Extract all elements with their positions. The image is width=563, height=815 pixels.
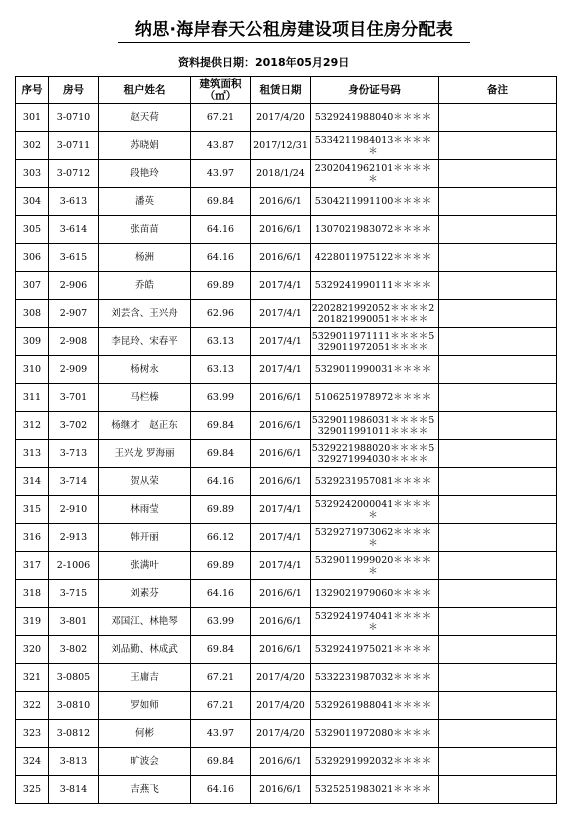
cell-no: 324: [16, 748, 49, 776]
cell-no: 316: [16, 524, 49, 552]
cell-no: 306: [16, 244, 49, 272]
table-row: [16, 104, 557, 132]
cell-tenant-name: 段艳玲: [99, 160, 191, 188]
cell-id-number: [311, 524, 439, 552]
table-row: [16, 608, 557, 636]
cell-tenant-name: 王兴龙 罗海丽: [99, 440, 191, 468]
cell-id-number: [311, 776, 439, 804]
cell-area: 69.84: [191, 636, 251, 664]
id-number-text: 5329241974041＊＊＊＊＊: [314, 610, 432, 633]
cell-remarks: [439, 272, 557, 300]
cell-no: 307: [16, 272, 49, 300]
cell-area: 69.89: [191, 552, 251, 580]
cell-area: 43.97: [191, 720, 251, 748]
cell-area: 64.16: [191, 580, 251, 608]
cell-area: 69.89: [191, 272, 251, 300]
cell-room: 3-814: [49, 776, 99, 804]
cell-remarks: [439, 636, 557, 664]
cell-no: 319: [16, 608, 49, 636]
cell-remarks: [439, 664, 557, 692]
cell-no: 304: [16, 188, 49, 216]
cell-remarks: [439, 132, 557, 160]
cell-lease-date: 2017/4/1: [251, 300, 311, 328]
table-row: [16, 720, 557, 748]
cell-no: 314: [16, 468, 49, 496]
cell-no: 315: [16, 496, 49, 524]
cell-room: 2-910: [49, 496, 99, 524]
cell-room: 3-715: [49, 580, 99, 608]
table-row: [16, 496, 557, 524]
cell-room: 3-813: [49, 748, 99, 776]
cell-no: 312: [16, 412, 49, 440]
cell-area: 69.84: [191, 188, 251, 216]
column-header-area: 建筑面积（㎡）: [191, 77, 251, 104]
column-header-room: 房号: [49, 77, 99, 104]
cell-id-number: [311, 132, 439, 160]
cell-no: 317: [16, 552, 49, 580]
cell-id-number: [311, 664, 439, 692]
cell-room: 3-613: [49, 188, 99, 216]
column-header-id-number: 身份证号码: [311, 77, 439, 104]
id-number-text: 5329241975021＊＊＊＊: [314, 644, 432, 655]
id-number-text: 5329241990111＊＊＊＊: [314, 280, 432, 291]
cell-area: 64.16: [191, 216, 251, 244]
table-row: [16, 384, 557, 412]
cell-id-number: [311, 216, 439, 244]
cell-room: 3-615: [49, 244, 99, 272]
cell-no: 310: [16, 356, 49, 384]
cell-id-number: [311, 720, 439, 748]
cell-area: 64.16: [191, 776, 251, 804]
table-row: [16, 524, 557, 552]
cell-area: 69.84: [191, 412, 251, 440]
cell-no: 311: [16, 384, 49, 412]
cell-remarks: [439, 468, 557, 496]
cell-room: 2-907: [49, 300, 99, 328]
cell-id-number: [311, 384, 439, 412]
cell-tenant-name: 杨继才 赵正东: [99, 412, 191, 440]
cell-remarks: [439, 328, 557, 356]
cell-room: 3-802: [49, 636, 99, 664]
cell-tenant-name: 李昆玲、宋春平: [99, 328, 191, 356]
cell-no: 303: [16, 160, 49, 188]
column-header-remarks: 备注: [439, 77, 557, 104]
cell-tenant-name: 邓国江、林艳琴: [99, 608, 191, 636]
cell-id-number: [311, 468, 439, 496]
cell-area: 43.97: [191, 160, 251, 188]
id-number-text: 5106251978972＊＊＊＊: [314, 392, 432, 403]
cell-remarks: [439, 160, 557, 188]
cell-id-number: [311, 636, 439, 664]
table-row: [16, 440, 557, 468]
cell-no: 308: [16, 300, 49, 328]
cell-lease-date: 2017/4/20: [251, 720, 311, 748]
cell-no: 313: [16, 440, 49, 468]
cell-id-number: [311, 748, 439, 776]
table-row: [16, 636, 557, 664]
cell-lease-date: 2016/6/1: [251, 216, 311, 244]
table-row: [16, 776, 557, 804]
cell-room: 2-909: [49, 356, 99, 384]
cell-lease-date: 2017/4/1: [251, 272, 311, 300]
id-number-text: 1307021983072＊＊＊＊: [314, 224, 432, 235]
cell-id-number: [311, 104, 439, 132]
cell-lease-date: 2017/4/1: [251, 356, 311, 384]
cell-tenant-name: 刘品勤、林成武: [99, 636, 191, 664]
cell-lease-date: 2016/6/1: [251, 412, 311, 440]
cell-id-number: [311, 272, 439, 300]
cell-lease-date: 2016/6/1: [251, 608, 311, 636]
table-row: [16, 580, 557, 608]
cell-remarks: [439, 608, 557, 636]
cell-room: 3-614: [49, 216, 99, 244]
cell-id-number: [311, 580, 439, 608]
cell-lease-date: 2017/4/20: [251, 104, 311, 132]
cell-tenant-name: 杨洲: [99, 244, 191, 272]
cell-lease-date: 2016/6/1: [251, 244, 311, 272]
id-number-text: 5329221988020＊＊＊＊5329271994030＊＊＊＊: [311, 442, 435, 465]
cell-tenant-name: 吉燕飞: [99, 776, 191, 804]
cell-no: 323: [16, 720, 49, 748]
id-number-text: 1329021979060＊＊＊＊: [314, 588, 432, 599]
table-row: [16, 356, 557, 384]
id-number-text: 5329011986031＊＊＊＊5329011991011＊＊＊＊: [311, 414, 435, 437]
cell-lease-date: 2016/6/1: [251, 468, 311, 496]
cell-remarks: [439, 524, 557, 552]
cell-area: 69.89: [191, 496, 251, 524]
cell-area: 63.13: [191, 328, 251, 356]
cell-area: 67.21: [191, 692, 251, 720]
cell-tenant-name: 苏晓娟: [99, 132, 191, 160]
cell-remarks: [439, 776, 557, 804]
cell-remarks: [439, 692, 557, 720]
cell-remarks: [439, 412, 557, 440]
cell-tenant-name: 王庸吉: [99, 664, 191, 692]
cell-id-number: [311, 412, 439, 440]
table-row: [16, 216, 557, 244]
cell-tenant-name: 林雨莹: [99, 496, 191, 524]
id-number-text: 5304211991100＊＊＊＊: [314, 196, 432, 207]
cell-tenant-name: 旷波会: [99, 748, 191, 776]
cell-area: 63.99: [191, 384, 251, 412]
id-number-text: 5329231957081＊＊＊＊: [314, 476, 432, 487]
cell-room: 2-1006: [49, 552, 99, 580]
cell-room: 2-913: [49, 524, 99, 552]
cell-lease-date: 2016/6/1: [251, 384, 311, 412]
id-number-text: 5329011990031＊＊＊＊: [314, 364, 432, 375]
document-title: 纳思·海岸春天公租房建设项目住房分配表: [118, 18, 470, 43]
table-row: [16, 412, 557, 440]
table-row: [16, 272, 557, 300]
table-row: [16, 132, 557, 160]
cell-no: 309: [16, 328, 49, 356]
cell-tenant-name: 刘素芬: [99, 580, 191, 608]
cell-remarks: [439, 356, 557, 384]
cell-tenant-name: 韩开丽: [99, 524, 191, 552]
cell-lease-date: 2017/4/1: [251, 524, 311, 552]
column-header-lease-date: 租赁日期: [251, 77, 311, 104]
cell-id-number: [311, 160, 439, 188]
cell-tenant-name: 马栏榛: [99, 384, 191, 412]
cell-remarks: [439, 496, 557, 524]
cell-remarks: [439, 720, 557, 748]
cell-id-number: [311, 188, 439, 216]
cell-no: 320: [16, 636, 49, 664]
cell-tenant-name: 刘芸含、王兴舟: [99, 300, 191, 328]
cell-room: 3-0812: [49, 720, 99, 748]
cell-remarks: [439, 216, 557, 244]
cell-lease-date: 2016/6/1: [251, 776, 311, 804]
cell-lease-date: 2017/4/1: [251, 496, 311, 524]
id-number-text: 5329242000041＊＊＊＊＊: [314, 498, 432, 521]
cell-area: 67.21: [191, 664, 251, 692]
id-number-text: 5329241988040＊＊＊＊: [314, 112, 432, 123]
cell-room: 2-908: [49, 328, 99, 356]
id-number-text: 2202821992052＊＊＊＊2201821990051＊＊＊＊: [311, 302, 435, 325]
cell-no: 305: [16, 216, 49, 244]
cell-room: 3-0810: [49, 692, 99, 720]
cell-remarks: [439, 384, 557, 412]
cell-remarks: [439, 300, 557, 328]
id-number-text: 5329011971111＊＊＊＊5329011972051＊＊＊＊: [311, 330, 435, 353]
cell-room: 3-702: [49, 412, 99, 440]
cell-tenant-name: 乔皓: [99, 272, 191, 300]
cell-remarks: [439, 440, 557, 468]
id-number-text: 5332231987032＊＊＊＊: [314, 672, 432, 683]
id-number-text: 4228011975122＊＊＊＊: [314, 252, 432, 263]
cell-area: 69.84: [191, 748, 251, 776]
id-number-text: 5325251983021＊＊＊＊: [314, 784, 432, 795]
cell-area: 62.96: [191, 300, 251, 328]
cell-id-number: [311, 692, 439, 720]
table-row: [16, 244, 557, 272]
data-provided-date: 资料提供日期：2018年05月29日: [178, 56, 350, 69]
cell-id-number: [311, 356, 439, 384]
table-header-row: [16, 77, 557, 104]
cell-room: 3-713: [49, 440, 99, 468]
cell-lease-date: 2016/6/1: [251, 440, 311, 468]
cell-id-number: [311, 440, 439, 468]
column-header-tenant-name: 租户姓名: [99, 77, 191, 104]
cell-no: 318: [16, 580, 49, 608]
cell-area: 63.13: [191, 356, 251, 384]
id-number-text: 5329271973062＊＊＊＊＊: [314, 526, 432, 549]
cell-lease-date: 2018/1/24: [251, 160, 311, 188]
cell-no: 301: [16, 104, 49, 132]
id-number-text: 5334211984013＊＊＊＊＊: [314, 134, 432, 157]
table-row: [16, 692, 557, 720]
cell-id-number: [311, 496, 439, 524]
cell-remarks: [439, 188, 557, 216]
cell-no: 302: [16, 132, 49, 160]
cell-id-number: [311, 552, 439, 580]
cell-lease-date: 2016/6/1: [251, 188, 311, 216]
cell-lease-date: 2017/12/31: [251, 132, 311, 160]
cell-room: 3-0805: [49, 664, 99, 692]
cell-lease-date: 2017/4/20: [251, 664, 311, 692]
table-row: [16, 552, 557, 580]
cell-tenant-name: 杨树永: [99, 356, 191, 384]
cell-remarks: [439, 552, 557, 580]
cell-lease-date: 2016/6/1: [251, 636, 311, 664]
cell-no: 322: [16, 692, 49, 720]
cell-room: 3-714: [49, 468, 99, 496]
cell-tenant-name: 罗如师: [99, 692, 191, 720]
cell-lease-date: 2016/6/1: [251, 580, 311, 608]
id-number-text: 5329291992032＊＊＊＊: [314, 756, 432, 767]
cell-room: 3-801: [49, 608, 99, 636]
column-header-no: 序号: [16, 77, 49, 104]
cell-id-number: [311, 300, 439, 328]
cell-area: 67.21: [191, 104, 251, 132]
id-number-text: 5329011972080＊＊＊＊: [314, 728, 432, 739]
cell-lease-date: 2017/4/1: [251, 328, 311, 356]
housing-allocation-table: [15, 76, 557, 804]
cell-id-number: [311, 608, 439, 636]
cell-no: 325: [16, 776, 49, 804]
cell-tenant-name: 潘英: [99, 188, 191, 216]
cell-tenant-name: 何彬: [99, 720, 191, 748]
cell-no: 321: [16, 664, 49, 692]
table-row: [16, 664, 557, 692]
cell-area: 64.16: [191, 468, 251, 496]
cell-room: 3-701: [49, 384, 99, 412]
cell-id-number: [311, 244, 439, 272]
cell-remarks: [439, 748, 557, 776]
table-row: [16, 160, 557, 188]
table-row: [16, 328, 557, 356]
id-number-text: 5329261988041＊＊＊＊: [314, 700, 432, 711]
cell-remarks: [439, 580, 557, 608]
cell-id-number: [311, 328, 439, 356]
cell-area: 43.87: [191, 132, 251, 160]
cell-lease-date: 2016/6/1: [251, 748, 311, 776]
cell-tenant-name: 贺从荣: [99, 468, 191, 496]
cell-lease-date: 2017/4/1: [251, 552, 311, 580]
cell-lease-date: 2017/4/20: [251, 692, 311, 720]
table-row: [16, 300, 557, 328]
cell-room: 2-906: [49, 272, 99, 300]
table-row: [16, 468, 557, 496]
cell-area: 63.99: [191, 608, 251, 636]
cell-area: 69.84: [191, 440, 251, 468]
cell-tenant-name: 张满叶: [99, 552, 191, 580]
cell-room: 3-0712: [49, 160, 99, 188]
cell-remarks: [439, 104, 557, 132]
cell-area: 66.12: [191, 524, 251, 552]
id-number-text: 5329011999020＊＊＊＊＊: [314, 554, 432, 577]
cell-tenant-name: 张苗苗: [99, 216, 191, 244]
cell-remarks: [439, 244, 557, 272]
cell-area: 64.16: [191, 244, 251, 272]
cell-room: 3-0711: [49, 132, 99, 160]
cell-room: 3-0710: [49, 104, 99, 132]
id-number-text: 2302041962101＊＊＊＊＊: [314, 162, 432, 185]
table-row: [16, 188, 557, 216]
table-row: [16, 748, 557, 776]
cell-tenant-name: 赵天荷: [99, 104, 191, 132]
